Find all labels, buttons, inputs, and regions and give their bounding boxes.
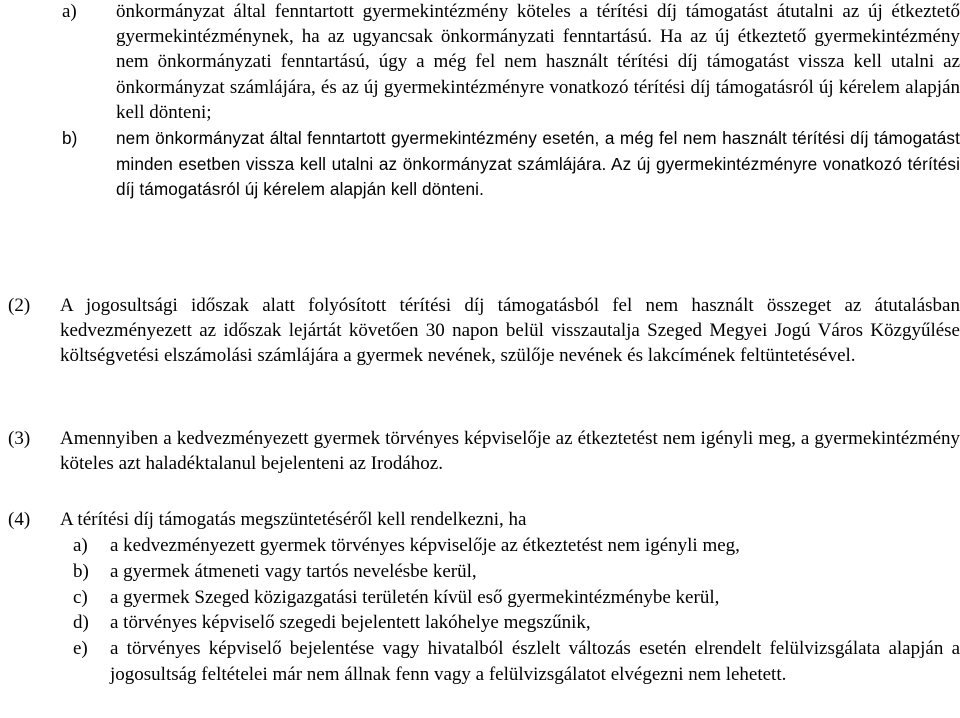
list-item — [73, 585, 960, 611]
paragraph — [8, 426, 960, 476]
list-item-marker: d) — [73, 612, 89, 634]
paragraph-number: (3) — [8, 428, 31, 449]
list-item-text: önkormányzat által fenntartott gyermekintézmény köteles a térítési díj támogatást átutalni az új étkeztető gyermekintézménynek, ha az ugyancsak önkormányzati fenntartású. Ha az új étkeztető gyermekintézmény nem önkormányzati fenntartású, úgy a még fel nem használt térítési díj támogatást vissza kell utalni az önkormányzat számlájára, és az új gyermekintézményre vonatkozó térítési díj támogatásról új kérelem alapján kell dönteni; — [116, 1, 960, 123]
list-item-text: nem önkormányzat által fenntartott gyermekintézmény esetén, a még fel nem használt térítési díj támogatást minden esetben vissza kell utalni az önkormányzat számlájára. Az új gyermekintézményre vonatkozó térítési díj támogatásról új kérelem alapján kell dönteni. — [116, 128, 960, 200]
list-item — [73, 559, 960, 585]
list-item-marker: a) — [73, 535, 88, 556]
sub-list — [73, 533, 960, 688]
paragraph-text: Amennyiben a kedvezményezett gyermek törvényes képviselője az étkeztetést nem igényli meg, a gyermekintézmény köteles azt haladéktalanul bejelenteni az Irodához. — [60, 428, 960, 475]
list-item-marker: c) — [73, 586, 88, 608]
list-item — [73, 533, 960, 559]
list-item-text: a kedvezményezett gyermek törvényes képviselője az étkeztetést nem igényli meg, — [110, 535, 740, 556]
list-item-text: a gyermek átmeneti vagy tartós nevelésbe kerül, — [110, 560, 477, 582]
paragraph-number: (2) — [8, 295, 31, 316]
list-item — [62, 0, 960, 125]
paragraph — [8, 293, 960, 369]
list-item-text: a törvényes képviselő szegedi bejelentett lakóhelye megszűnik, — [110, 612, 591, 634]
paragraph — [8, 507, 960, 532]
list-item — [62, 126, 960, 203]
list-item-marker: e) — [73, 638, 88, 660]
list-item — [73, 610, 960, 636]
list-item-marker: b) — [73, 560, 89, 582]
list-item-marker: a) — [62, 1, 77, 22]
list-item — [73, 636, 960, 688]
list-item-text: a törvényes képviselő bejelentése vagy hivatalból észlelt változás esetén elrendelt felülvizsgálata alapján a jogosultság feltételei már nem állnak fenn vagy a felülvizsgálatot elvégezni nem lehetett. — [110, 638, 960, 685]
top-list — [62, 0, 960, 203]
paragraph-text: A térítési díj támogatás megszüntetéséről kell rendelkezni, ha — [60, 509, 527, 530]
paragraph-text: A jogosultsági időszak alatt folyósított térítési díj támogatásból fel nem használt összeget az átutalásban kedvezményezett az időszak lejártát követően 30 napon belül visszautalja Szeged Megyei Jogú Város Közgyűlése költségvetési elszámolási számlájára a gyermek nevének, szülője nevének és lakcímének feltüntetésével. — [60, 295, 960, 367]
list-item-marker: b) — [62, 128, 78, 149]
list-item-text: a gyermek Szeged közigazgatási területén kívül eső gyermekintézménybe kerül, — [110, 586, 720, 608]
paragraph-number: (4) — [8, 509, 31, 530]
